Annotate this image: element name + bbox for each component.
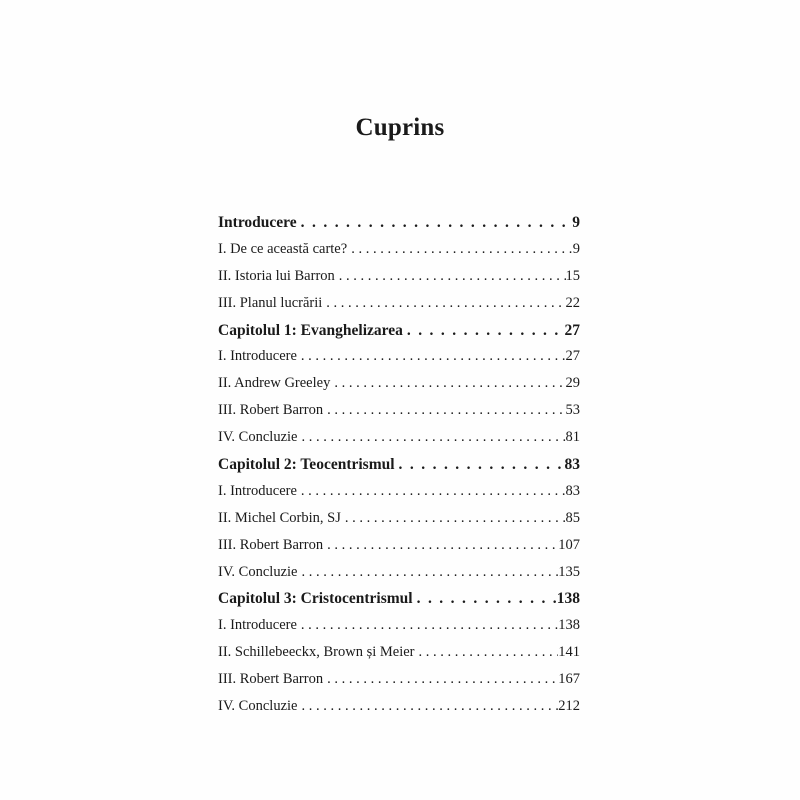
toc-entry-label: II. Michel Corbin, SJ [218, 509, 341, 526]
toc-entry-label: III. Robert Barron [218, 536, 324, 553]
toc-entry-label: II. Andrew Greeley [218, 375, 331, 392]
toc-entry-page: 212 [558, 698, 580, 715]
dot-leader [297, 617, 558, 634]
toc-entry-label: IV. Concluzie [218, 429, 298, 446]
dot-leader [335, 268, 566, 285]
toc-entry-label: I. Introducere [218, 348, 297, 365]
toc-entry-page: 141 [558, 644, 580, 661]
toc-entry [218, 375, 580, 402]
toc-entry-page: 135 [558, 563, 580, 580]
toc-entry-page: 9 [572, 214, 580, 231]
dot-leader [403, 322, 565, 340]
dot-leader [297, 214, 573, 232]
toc-entry-label: Introducere [218, 214, 297, 231]
toc-entry-label: II. Istoria lui Barron [218, 267, 335, 284]
dot-leader [297, 698, 558, 715]
toc-entry [218, 510, 580, 537]
dot-leader [347, 241, 573, 258]
toc-entry-page: 138 [558, 617, 580, 634]
toc-entry [218, 537, 580, 564]
toc-entry-label: IV. Concluzie [218, 563, 298, 580]
toc-entry-page: 22 [565, 294, 580, 311]
toc-entry [218, 268, 580, 295]
toc-entry-label: IV. Concluzie [218, 698, 298, 715]
dot-leader [297, 483, 566, 500]
toc-entry-label: II. Schillebeeckx, Brown și Meier [218, 644, 415, 661]
dot-leader [341, 510, 566, 527]
toc-entry [218, 241, 580, 268]
toc-entry [218, 564, 580, 591]
dot-leader [297, 348, 566, 365]
toc-entry-label: III. Robert Barron [218, 671, 324, 688]
toc-entry-page: 29 [565, 375, 580, 392]
dot-leader [413, 590, 557, 608]
toc-entry-label: III. Robert Barron [218, 402, 324, 419]
toc-entry-label: Capitolul 3: Cristocentrismul [218, 590, 413, 608]
toc-entry-page: 83 [564, 456, 580, 474]
toc-entry [218, 671, 580, 698]
toc-entry-page: 85 [565, 509, 580, 526]
toc-entry-page: 81 [565, 429, 580, 446]
toc-entry-page: 15 [565, 267, 580, 284]
toc-entry [218, 348, 580, 375]
dot-leader [323, 537, 558, 554]
toc-entry [218, 698, 580, 725]
dot-leader [323, 402, 565, 419]
toc-entry [218, 322, 580, 349]
toc-entry [218, 214, 580, 241]
toc-entry-page: 27 [565, 348, 580, 365]
dot-leader [330, 375, 565, 392]
toc-entry [218, 402, 580, 429]
page-title: Cuprins [355, 114, 445, 141]
toc-entry-page: 107 [558, 536, 580, 553]
dot-leader [297, 429, 565, 446]
toc-entry-page: 27 [564, 321, 580, 339]
toc-entry [218, 617, 580, 644]
dot-leader [323, 671, 558, 688]
toc-entry [218, 295, 580, 322]
toc-entry [218, 644, 580, 671]
toc-entry [218, 590, 580, 617]
toc-entry-label: I. Introducere [218, 617, 297, 634]
toc-entry-page: 138 [556, 590, 580, 608]
toc-entry [218, 483, 580, 510]
toc-entry-label: I. Introducere [218, 482, 297, 499]
dot-leader [395, 456, 565, 474]
toc-entry-page: 53 [565, 402, 580, 419]
dot-leader [415, 644, 559, 661]
table-of-contents [218, 214, 580, 725]
dot-leader [322, 295, 565, 312]
toc-entry-label: III. Planul lucrării [218, 294, 323, 311]
toc-entry-label: Capitolul 1: Evanghelizarea [218, 321, 403, 339]
toc-entry [218, 429, 580, 456]
toc-entry-page: 9 [572, 240, 580, 257]
toc-entry-page: 83 [565, 482, 580, 499]
toc-entry-label: Capitolul 2: Teocentrismul [218, 456, 395, 474]
toc-entry-page: 167 [558, 671, 580, 688]
toc-entry [218, 456, 580, 483]
dot-leader [297, 564, 558, 581]
toc-entry-label: I. De ce această carte? [218, 240, 348, 257]
